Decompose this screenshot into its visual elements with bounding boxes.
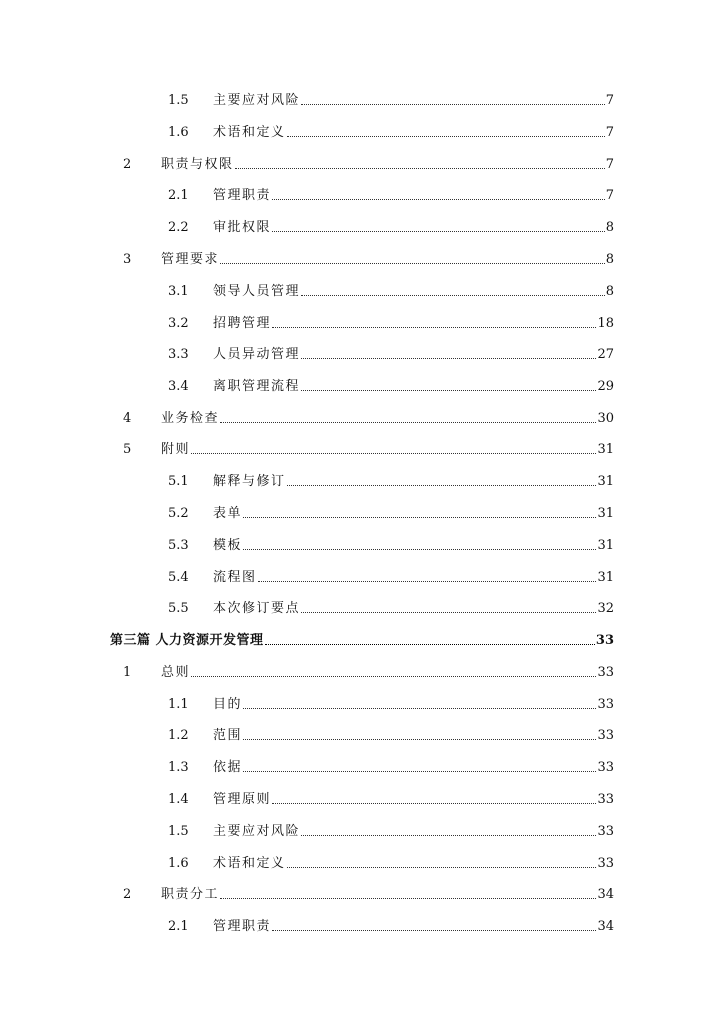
toc-entry[interactable] [168, 918, 614, 936]
toc-entry-title: 领导人员管理 [213, 284, 301, 299]
dot-leader [191, 452, 596, 454]
toc-entry-title: 模板 [213, 538, 243, 553]
toc-entry-page: 34 [597, 887, 614, 902]
toc-entry-page: 34 [597, 919, 614, 934]
toc-entry-page: 33 [597, 856, 614, 871]
dot-leader [191, 675, 596, 677]
toc-entry-number: 2 [123, 157, 132, 172]
toc-entry[interactable] [168, 219, 614, 237]
toc-entry-page: 31 [597, 570, 614, 585]
toc-entry-number: 5.3 [168, 538, 189, 553]
toc-entry-title: 术语和定义 [213, 856, 286, 871]
toc-entry-number: 1.5 [168, 93, 189, 108]
toc-entry-number: 3.1 [168, 284, 189, 299]
toc-entry-number: 4 [123, 411, 132, 426]
toc-entry-title: 第三篇 人力资源开发管理 [110, 633, 264, 648]
dot-leader [258, 580, 597, 582]
toc-entry-number: 1 [123, 665, 132, 680]
toc-entry[interactable] [123, 410, 614, 428]
toc-entry-page: 31 [597, 442, 614, 457]
toc-entry-title: 审批权限 [213, 220, 272, 235]
toc-entry-number: 2 [123, 887, 132, 902]
toc-entry-title: 管理职责 [213, 919, 272, 934]
dot-leader [235, 167, 605, 169]
toc-entry-page: 18 [597, 316, 614, 331]
toc-entry-number: 5.5 [168, 601, 189, 616]
dot-leader [243, 516, 596, 518]
toc-entry-number: 1.1 [168, 697, 189, 712]
toc-entry-page: 31 [597, 474, 614, 489]
toc-entry[interactable] [168, 537, 614, 555]
toc-entry[interactable] [168, 315, 614, 333]
toc-entry-title: 离职管理流程 [213, 379, 301, 394]
dot-leader [301, 389, 596, 391]
toc-entry[interactable] [123, 156, 614, 174]
toc-entry-title: 管理要求 [161, 252, 220, 267]
toc-entry-page: 29 [597, 379, 614, 394]
dot-leader [272, 198, 605, 200]
toc-entry-title: 解释与修订 [213, 474, 286, 489]
dot-leader [272, 802, 596, 804]
toc-entry-title: 本次修订要点 [213, 601, 301, 616]
toc-entry[interactable] [123, 886, 614, 904]
toc-entry-page: 8 [605, 220, 614, 235]
toc-entry-number: 5.4 [168, 570, 189, 585]
toc-entry-number: 3.3 [168, 347, 189, 362]
dot-leader [287, 484, 597, 486]
toc-entry[interactable] [168, 600, 614, 618]
toc-entry[interactable] [168, 855, 614, 873]
toc-entry-page: 8 [605, 284, 614, 299]
dot-leader [272, 929, 596, 931]
toc-entry-number: 2.1 [168, 919, 189, 934]
dot-leader [301, 834, 596, 836]
toc-entry[interactable] [168, 696, 614, 714]
toc-entry-title: 流程图 [213, 570, 257, 585]
toc-entry[interactable] [168, 759, 614, 777]
toc-entry-number: 1.2 [168, 728, 189, 743]
toc-entry-number: 1.6 [168, 856, 189, 871]
dot-leader [220, 421, 596, 423]
toc-entry-title: 主要应对风险 [213, 93, 301, 108]
toc-entry[interactable] [123, 664, 614, 682]
dot-leader [243, 738, 596, 740]
toc-entry-title: 主要应对风险 [213, 824, 301, 839]
dot-leader [265, 643, 595, 645]
dot-leader [301, 357, 596, 359]
dot-leader [220, 262, 605, 264]
toc-entry-number: 3 [123, 252, 132, 267]
toc-entry-title: 依据 [213, 760, 243, 775]
toc-entry[interactable] [168, 378, 614, 396]
toc-entry-page: 32 [597, 601, 614, 616]
toc-entry[interactable] [168, 473, 614, 491]
dot-leader [287, 866, 597, 868]
dot-leader [301, 103, 605, 105]
toc-entry-title: 职责分工 [161, 887, 220, 902]
toc-entry-page: 7 [605, 125, 614, 140]
toc-entry-number: 1.5 [168, 824, 189, 839]
dot-leader [272, 230, 605, 232]
toc-entry-page: 8 [605, 252, 614, 267]
toc-entry-page: 33 [597, 728, 614, 743]
toc-entry-title: 范围 [213, 728, 243, 743]
toc-entry[interactable] [123, 441, 614, 459]
toc-entry-page: 33 [597, 792, 614, 807]
dot-leader [301, 611, 596, 613]
toc-entry-page: 27 [597, 347, 614, 362]
toc-entry-title: 管理原则 [213, 792, 272, 807]
toc-entry-page: 33 [597, 824, 614, 839]
toc-entry-title: 管理职责 [213, 188, 272, 203]
toc-entry[interactable] [168, 569, 614, 587]
toc-entry[interactable] [168, 346, 614, 364]
toc-entry-title: 职责与权限 [161, 157, 234, 172]
toc-entry-title: 总则 [161, 665, 191, 680]
toc-entry-number: 3.2 [168, 316, 189, 331]
toc-entry-title: 业务检查 [161, 411, 220, 426]
toc-entry-number: 5.1 [168, 474, 189, 489]
toc-entry-page: 31 [597, 538, 614, 553]
toc-entry[interactable] [168, 92, 614, 110]
toc-entry-number: 5.2 [168, 506, 189, 521]
toc-entry[interactable] [168, 124, 614, 142]
toc-entry-page: 7 [605, 157, 614, 172]
toc-entry-page: 30 [597, 411, 614, 426]
dot-leader [301, 294, 605, 296]
toc-entry[interactable] [168, 823, 614, 841]
toc-entry[interactable] [168, 187, 614, 205]
toc-entry-title: 招聘管理 [213, 316, 272, 331]
toc-entry[interactable] [168, 727, 614, 745]
toc-entry-number: 1.6 [168, 125, 189, 140]
toc-part-heading[interactable] [110, 632, 614, 650]
toc-entry-number: 3.4 [168, 379, 189, 394]
dot-leader [272, 326, 596, 328]
toc-entry-title: 表单 [213, 506, 243, 521]
dot-leader [220, 897, 596, 899]
toc-entry-page: 7 [605, 93, 614, 108]
toc-entry-number: 1.4 [168, 792, 189, 807]
toc-entry-number: 5 [123, 442, 132, 457]
dot-leader [243, 707, 596, 709]
toc-entry-page: 33 [595, 633, 614, 648]
toc-entry-title: 术语和定义 [213, 125, 286, 140]
toc-entry-page: 33 [597, 760, 614, 775]
toc-entry-page: 7 [605, 188, 614, 203]
dot-leader [243, 548, 596, 550]
toc-entry-page: 31 [597, 506, 614, 521]
toc-entry-page: 33 [597, 665, 614, 680]
toc-entry-title: 目的 [213, 697, 243, 712]
toc-entry[interactable] [123, 251, 614, 269]
toc-entry-number: 2.2 [168, 220, 189, 235]
toc-entry-title: 附则 [161, 442, 191, 457]
toc-entry[interactable] [168, 505, 614, 523]
toc-entry-number: 2.1 [168, 188, 189, 203]
toc-entry-page: 33 [597, 697, 614, 712]
toc-entry[interactable] [168, 791, 614, 809]
toc-entry[interactable] [168, 283, 614, 301]
dot-leader [243, 770, 596, 772]
toc-entry-title: 人员异动管理 [213, 347, 301, 362]
toc-entry-number: 1.3 [168, 760, 189, 775]
dot-leader [287, 135, 605, 137]
